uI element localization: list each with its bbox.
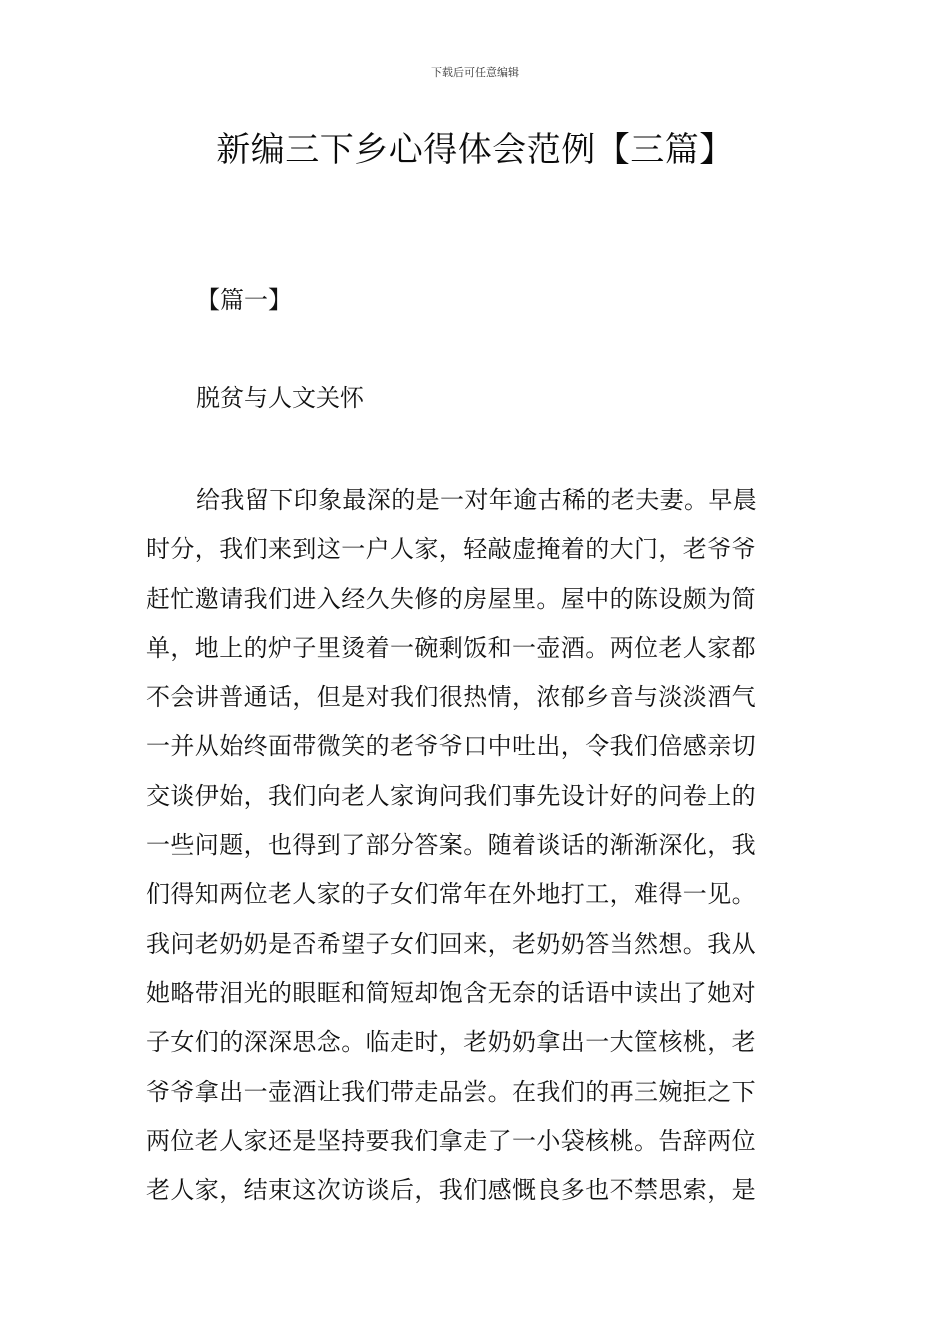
paragraph-line: 交谈伊始，我们向老人家询问我们事先设计好的问卷上的 [146,781,756,810]
page-title: 新编三下乡心得体会范例【三篇】 [216,130,734,170]
paragraph-line: 一并从始终面带微笑的老爷爷口中吐出，令我们倍感亲切 [146,732,756,761]
paragraph-line: 爷爷拿出一壶酒让我们带走品尝。在我们的再三婉拒之下 [146,1077,756,1106]
paragraph-line: 给我留下印象最深的是一对年逾古稀的老夫妻。早晨 [196,486,758,514]
paragraph-line: 两位老人家还是坚持要我们拿走了一小袋核桃。告辞两位 [146,1126,756,1155]
paragraph-line: 一些问题，也得到了部分答案。随着谈话的渐渐深化，我 [146,831,756,860]
paragraph-line: 赶忙邀请我们进入经久失修的房屋里。屋中的陈设颇为简 [146,584,756,613]
paragraph-line: 子女们的深深思念。临走时，老奶奶拿出一大筐核桃，老 [146,1028,756,1057]
paragraph-line: 老人家，结束这次访谈后，我们感慨良多也不禁思索，是 [146,1176,756,1205]
paragraph-line: 单，地上的炉子里烫着一碗剩饭和一壶酒。两位老人家都 [146,633,756,662]
paragraph-line: 们得知两位老人家的子女们常年在外地打工，难得一见。 [146,880,756,909]
section-heading: 【篇一】 [196,286,292,314]
section-subtitle: 脱贫与人文关怀 [196,384,364,412]
paragraph-line: 她略带泪光的眼眶和简短却饱含无奈的话语中读出了她对 [146,978,756,1007]
body-paragraph [146,478,806,1217]
paragraph-line: 不会讲普通话，但是对我们很热情，浓郁乡音与淡淡酒气 [146,683,756,712]
header-note: 下载后可任意编辑 [431,66,519,79]
paragraph-line: 时分，我们来到这一户人家，轻敲虚掩着的大门，老爷爷 [146,535,756,564]
paragraph-line: 我问老奶奶是否希望子女们回来，老奶奶答当然想。我从 [146,929,756,958]
